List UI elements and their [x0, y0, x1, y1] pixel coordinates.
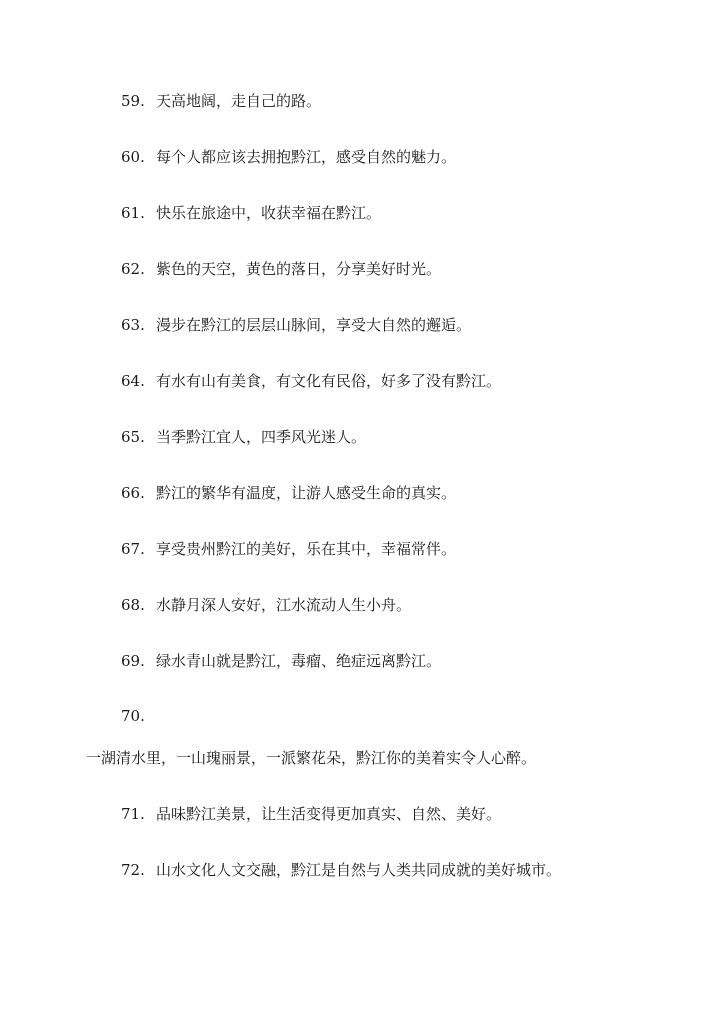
item-number: 62.	[121, 260, 145, 278]
list-item	[121, 259, 441, 279]
item-text: 每个人都应该去拥抱黔江，感受自然的魅力。	[156, 148, 457, 166]
item-number: 64.	[121, 372, 145, 390]
item-number: 70.	[121, 707, 145, 725]
item-text: 绿水青山就是黔江，毒瘤、绝症远离黔江。	[156, 652, 442, 670]
item-number: 71.	[121, 805, 145, 823]
list-item	[121, 483, 456, 503]
item-number: 61.	[121, 204, 145, 222]
list-item	[121, 371, 501, 391]
list-item	[121, 203, 381, 223]
item-text: 品味黔江美景，让生活变得更加真实、自然、美好。	[156, 805, 502, 823]
list-item	[121, 651, 441, 671]
item-number: 66.	[121, 484, 145, 502]
item-number: 72.	[121, 861, 145, 879]
item-text: 水静月深人安好，江水流动人生小舟。	[156, 596, 412, 614]
item-number: 59.	[121, 92, 145, 110]
list-item	[121, 315, 471, 335]
item-text: 有水有山有美食，有文化有民俗，好多了没有黔江。	[156, 372, 502, 390]
list-item	[121, 595, 411, 615]
item-number: 60.	[121, 148, 145, 166]
item-number: 65.	[121, 428, 145, 446]
item-text: 快乐在旅途中，收获幸福在黔江。	[156, 204, 382, 222]
list-item-wrapped-text	[86, 748, 536, 768]
item-text: 山水文化人文交融，黔江是自然与人类共同成就的美好城市。	[156, 861, 562, 879]
item-number: 68.	[121, 596, 145, 614]
item-text: 黔江的繁华有温度，让游人感受生命的真实。	[156, 484, 457, 502]
list-item	[121, 860, 561, 880]
item-text: 天高地阔，走自己的路。	[156, 92, 322, 110]
item-number: 69.	[121, 652, 145, 670]
item-text: 当季黔江宜人，四季风光迷人。	[156, 428, 367, 446]
list-item	[121, 427, 366, 447]
item-number: 67.	[121, 540, 145, 558]
list-item-number-only	[121, 706, 145, 726]
list-item	[121, 91, 321, 111]
item-text: 漫步在黔江的层层山脉间，享受大自然的邂逅。	[156, 316, 472, 334]
item-text: 紫色的天空，黄色的落日，分享美好时光。	[156, 260, 442, 278]
list-item	[121, 147, 456, 167]
list-item	[121, 804, 501, 824]
item-text: 一湖清水里，一山瑰丽景，一派繁花朵，黔江你的美着实令人心醉。	[86, 749, 537, 767]
item-text: 享受贵州黔江的美好，乐在其中，幸福常伴。	[156, 540, 457, 558]
item-number: 63.	[121, 316, 145, 334]
list-item	[121, 539, 456, 559]
